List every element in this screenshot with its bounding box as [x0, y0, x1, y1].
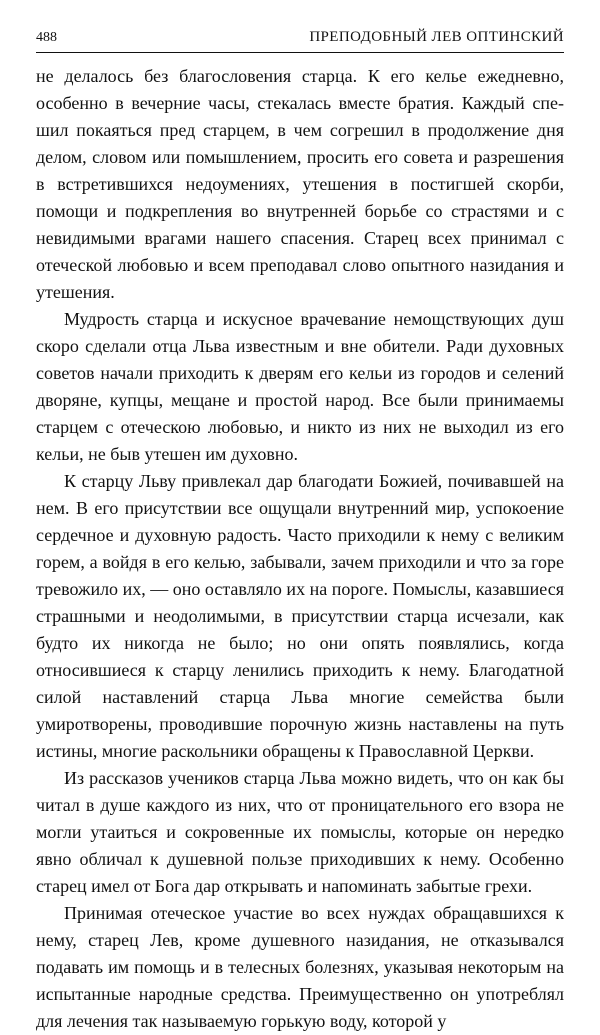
running-title: ПРЕПОДОБНЫЙ ЛЕВ ОПТИНСКИЙ [309, 29, 564, 45]
paragraph: К старцу Льву привлекал дар благодати Божией, почивавшей на нем. В его присутствии все ощущали внутренний мир, успокоение сердечное и духовную радость. Часто приходили к нему с великим горем, а войдя в его келью, забывали, зачем приходили и что за горе тревожило их, — оно оставляло их на пороге. Помыслы, казавшиеся страшными и неодолимыми, в присутствии старца исчезали, как будто их никогда не было; но они опять появлялись, когда относившиеся к старцу ленились приходить к нему. Благодатной силой наставлений старца Льва многие семейства были умиротворены, проводившие порочную жизнь наставлены на путь истины, многие раскольники обращены к Православной Церкви. [36, 471, 564, 761]
page-number: 488 [36, 30, 57, 45]
book-page [36, 28, 564, 1035]
paragraph: Мудрость старца и искусное врачевание немощствующих душ скоро сделали отца Льва известным и вне обители. Ради духовных советов начали приходить к дверям его кельи из городов и селений дворяне, купцы, мещане и простой народ. Все были принимаемы старцем с отеческою любовью, и никто из них не выходил из его кельи, не быв утешен им духовно. [36, 309, 564, 464]
paragraph: Принимая отеческое участие во всех нуждах обращавшихся к нему, старец Лев, кроме душевного назидания, не отказывался подавать им помощь и в телесных болезнях, указывая некоторым на испытанные народные средства. Преимущественно он употреблял для лечения так называемую горькую воду, которой у [36, 903, 564, 1031]
paragraph-continuation: не делалось без благословения старца. К его келье ежедневно, особенно в вечерние часы, стекалась вместе братия. Каждый спешил покаяться пред старцем, в чем согрешил в продолжение дня делом, словом или помышлением, просить его совета и разрешения в встретившихся недоумениях, утешения в постигшей скорби, помощи и подкрепления во внутренней борьбе со страстями и с невидимыми врагами нашего спасения. Старец всех принимал с отеческой любовью и всем преподавал слово опытного назидания и утешения. [36, 66, 564, 302]
body-text [36, 63, 564, 1035]
paragraph: Из рассказов учеников старца Льва можно видеть, что он как бы читал в душе каждого из них, что от проницательного его взора не могли утаиться и сокровенные их помыслы, которые он нередко явно обличал к душевной пользе приходивших к нему. Особенно старец имел от Бога дар открывать и напоминать забытые грехи. [36, 768, 564, 896]
running-header [36, 28, 564, 53]
